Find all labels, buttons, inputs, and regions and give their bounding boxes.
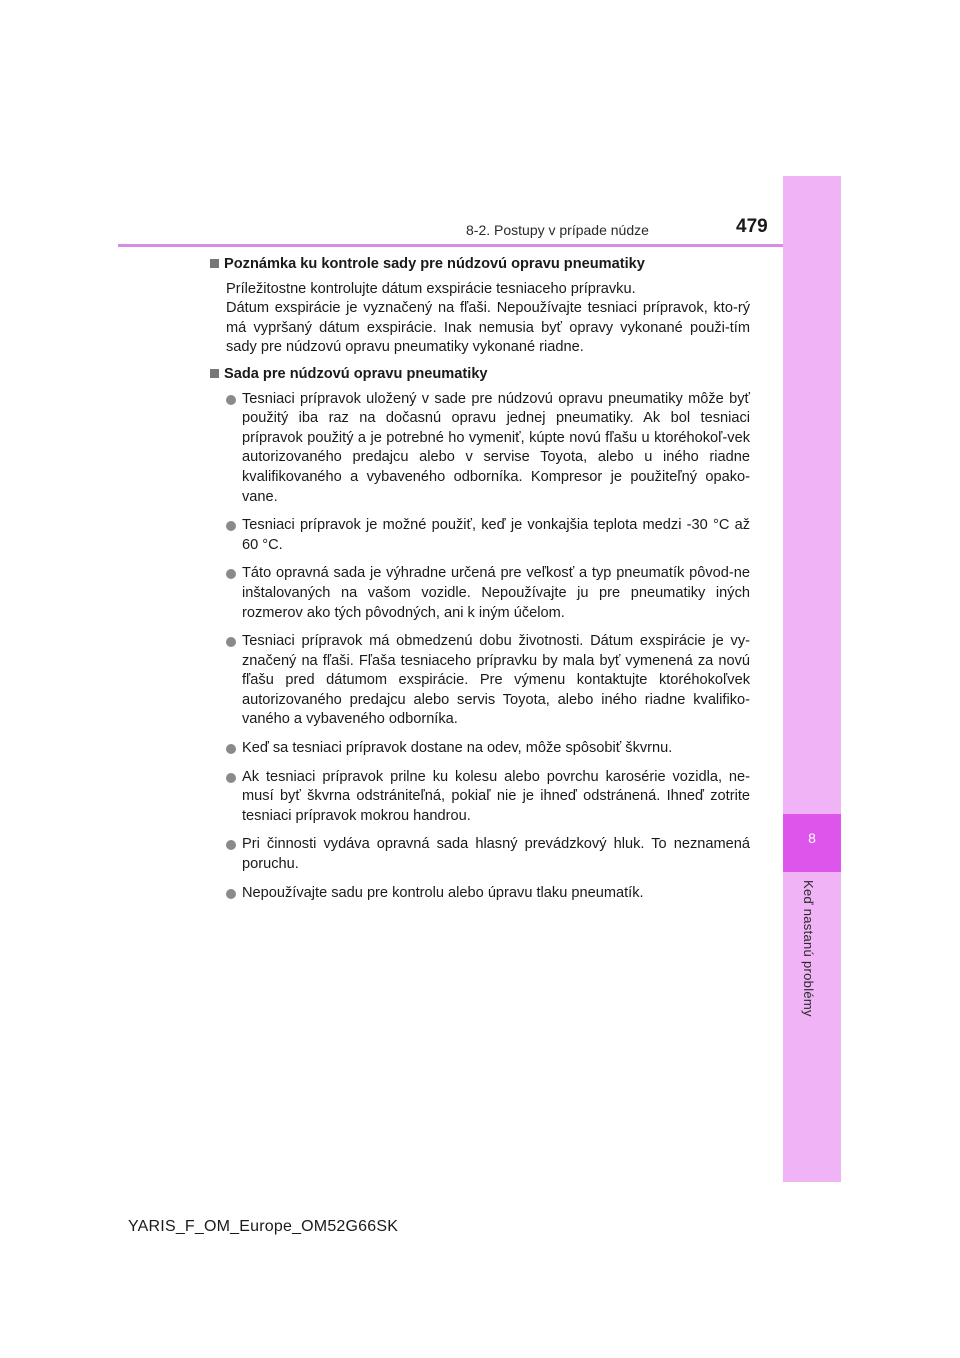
- list-item-text: Tesniaci prípravok je možné použiť, keď je vonkajšia teplota medzi -30 °C až 60 °C.: [242, 517, 750, 553]
- square-bullet-icon: [210, 259, 219, 268]
- list-item-text: Pri činnosti vydáva opravná sada hlasný prevádzkový hluk. To neznamená poruchu.: [242, 836, 750, 873]
- list-item: [226, 632, 750, 730]
- list-item-text: Tesniaci prípravok má obmedzenú dobu životnosti. Dátum exspirácie je vy-značený na fľaši. Fľaša tesniaceho prípravku by mala byť vymenená za novú fľašu pred dátumom exspirácie. Pre výmenu kontaktujte ktoréhokoľvek autorizovaného predajcu alebo servis Toyota, alebo iného riadne kvalifiko-vaného a vybaveného odborníka.: [242, 633, 750, 728]
- circle-bullet-icon: [226, 395, 236, 405]
- paragraph: Príležitostne kontrolujte dátum exspirácie tesniaceho prípravku.: [226, 280, 636, 297]
- section-repair-kit: [210, 365, 750, 903]
- circle-bullet-icon: [226, 744, 236, 754]
- circle-bullet-icon: [226, 773, 236, 783]
- chapter-title: Keď nastanú problémy: [801, 880, 816, 1017]
- list-item: [226, 884, 750, 904]
- circle-bullet-icon: [226, 521, 236, 531]
- list-item: [226, 516, 750, 555]
- list-item-text: Táto opravná sada je výhradne určená pre veľkosť a typ pneumatík pôvod-ne inštalovaných na vašom vozidle. Nepoužívajte ju pre pneumatiky iných rozmerov ako tých pôvodných, ani k iným účelom.: [242, 565, 750, 621]
- page-number: 479: [736, 216, 768, 237]
- circle-bullet-icon: [226, 569, 236, 579]
- square-bullet-icon: [210, 369, 219, 378]
- circle-bullet-icon: [226, 889, 236, 899]
- section-sealant-check-note: [210, 255, 750, 358]
- list-item: [226, 739, 750, 759]
- header-section-title: 8-2. Postupy v prípade núdze: [466, 222, 649, 238]
- circle-bullet-icon: [226, 637, 236, 647]
- list-item: [226, 564, 750, 623]
- list-item: [226, 390, 750, 508]
- paragraph: Dátum exspirácie je vyznačený na fľaši. Nepoužívajte tesniaci prípravok, kto-rý má vypršaný dátum exspirácie. Inak nemusia byť opravy vykonané použi-tím sady pre núdzovú opravu pneumatiky vykonané riadne.: [226, 300, 750, 356]
- chapter-number: 8: [808, 830, 816, 846]
- list-item-text: Nepoužívajte sadu pre kontrolu alebo úpravu tlaku pneumatík.: [242, 884, 644, 901]
- header-rule: [118, 244, 783, 247]
- circle-bullet-icon: [226, 840, 236, 850]
- side-tab: [783, 176, 841, 1182]
- list-item-text: Keď sa tesniaci prípravok dostane na odev, môže spôsobiť škvrnu.: [242, 740, 673, 757]
- list-item-text: Ak tesniaci prípravok prilne ku kolesu alebo povrchu karosérie vozidla, ne-musí byť škvrna odstrániteľná, pokiaľ nie je ihneď odstránená. Ihneď zotrite tesniaci prípravok mokrou handrou.: [242, 768, 750, 824]
- section-heading: [210, 365, 750, 385]
- footer-document-code: YARIS_F_OM_Europe_OM52G66SK: [128, 1218, 399, 1235]
- list-item: [226, 835, 750, 874]
- list-item-text: Tesniaci prípravok uložený v sade pre núdzovú opravu pneumatiky môže byť použitý iba raz na dočasnú opravu jednej pneumatiky. Ak bol tesniaci prípravok použitý a je potrebné ho vymeniť, kúpte novú fľašu u ktoréhokoľ-vek autorizovaného predajcu alebo v servise Toyota, alebo u iného riadne kvalifikovaného a vybaveného odborníka. Kompresor je použiteľný opako-vane.: [242, 390, 750, 505]
- section-heading: [210, 255, 750, 275]
- page-content: [210, 255, 750, 912]
- section-title: Poznámka ku kontrole sady pre núdzovú opravu pneumatiky: [224, 256, 645, 272]
- list-item: [226, 768, 750, 827]
- section-title: Sada pre núdzovú opravu pneumatiky: [224, 365, 488, 382]
